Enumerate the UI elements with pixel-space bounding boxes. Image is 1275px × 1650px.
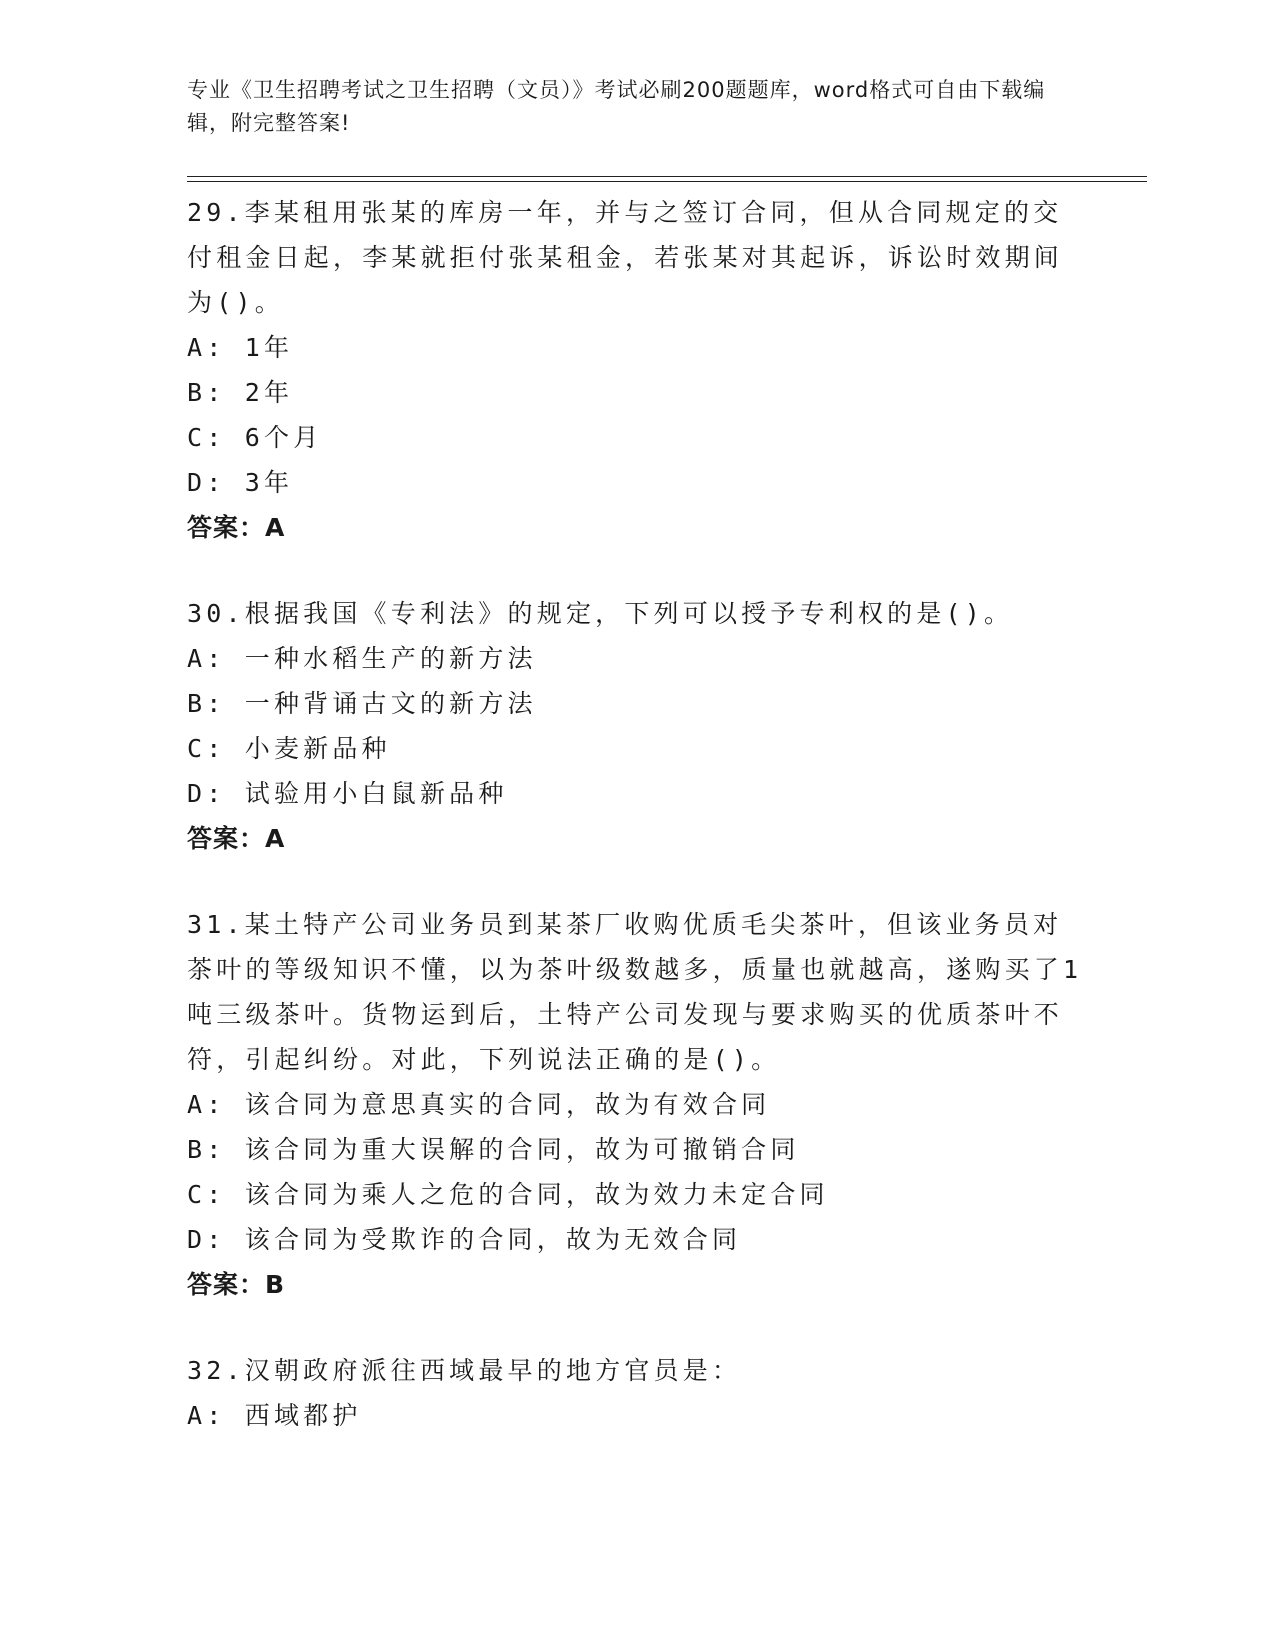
question-text: 31.某土特产公司业务员到某茶厂收购优质毛尖茶叶，但该业务员对茶叶的等级知识不懂，以为茶叶级数越多，质量也就越高，遂购买了1吨三级茶叶。货物运到后，土特产公司发现与要求购买的优质茶叶不符，引起纠纷。对此，下列说法正确的是()。 [187,910,1083,1074]
question-30 [187,591,1087,861]
answer-line: 答案：A [187,513,286,542]
option-a: A: 西域都护 [187,1401,362,1430]
option-b: B: 一种背诵古文的新方法 [187,689,537,718]
option-a: A: 1年 [187,333,294,362]
option-d: D: 试验用小白鼠新品种 [187,779,508,808]
answer-line: 答案：A [187,824,286,853]
option-a: A: 该合同为意思真实的合同，故为有效合同 [187,1090,771,1119]
option-b: B: 2年 [187,378,294,407]
question-list [187,190,1087,1438]
answer-line: 答案：B [187,1270,286,1299]
question-text: 32.汉朝政府派往西域最早的地方官员是： [187,1356,742,1385]
option-a: A: 一种水稻生产的新方法 [187,644,537,673]
option-b: B: 该合同为重大误解的合同，故为可撤销合同 [187,1135,800,1164]
option-d: D: 3年 [187,468,294,497]
header-divider-bottom [187,181,1147,182]
question-text: 30.根据我国《专利法》的规定，下列可以授予专利权的是()。 [187,599,1014,628]
option-d: D: 该合同为受欺诈的合同，故为无效合同 [187,1225,742,1254]
option-c: C: 小麦新品种 [187,734,391,763]
question-text: 29.李某租用张某的库房一年，并与之签订合同，但从合同规定的交付租金日起，李某就拒付张某租金，若张某对其起诉，诉讼时效期间为()。 [187,198,1064,317]
question-32 [187,1348,1087,1438]
question-31 [187,902,1087,1307]
question-29 [187,190,1087,550]
option-c: C: 6个月 [187,423,323,452]
header-divider-top [187,176,1147,177]
document-header: 专业《卫生招聘考试之卫生招聘（文员）》考试必刷200题题库，word格式可自由下载编辑，附完整答案! [187,78,1046,135]
option-c: C: 该合同为乘人之危的合同，故为效力未定合同 [187,1180,829,1209]
